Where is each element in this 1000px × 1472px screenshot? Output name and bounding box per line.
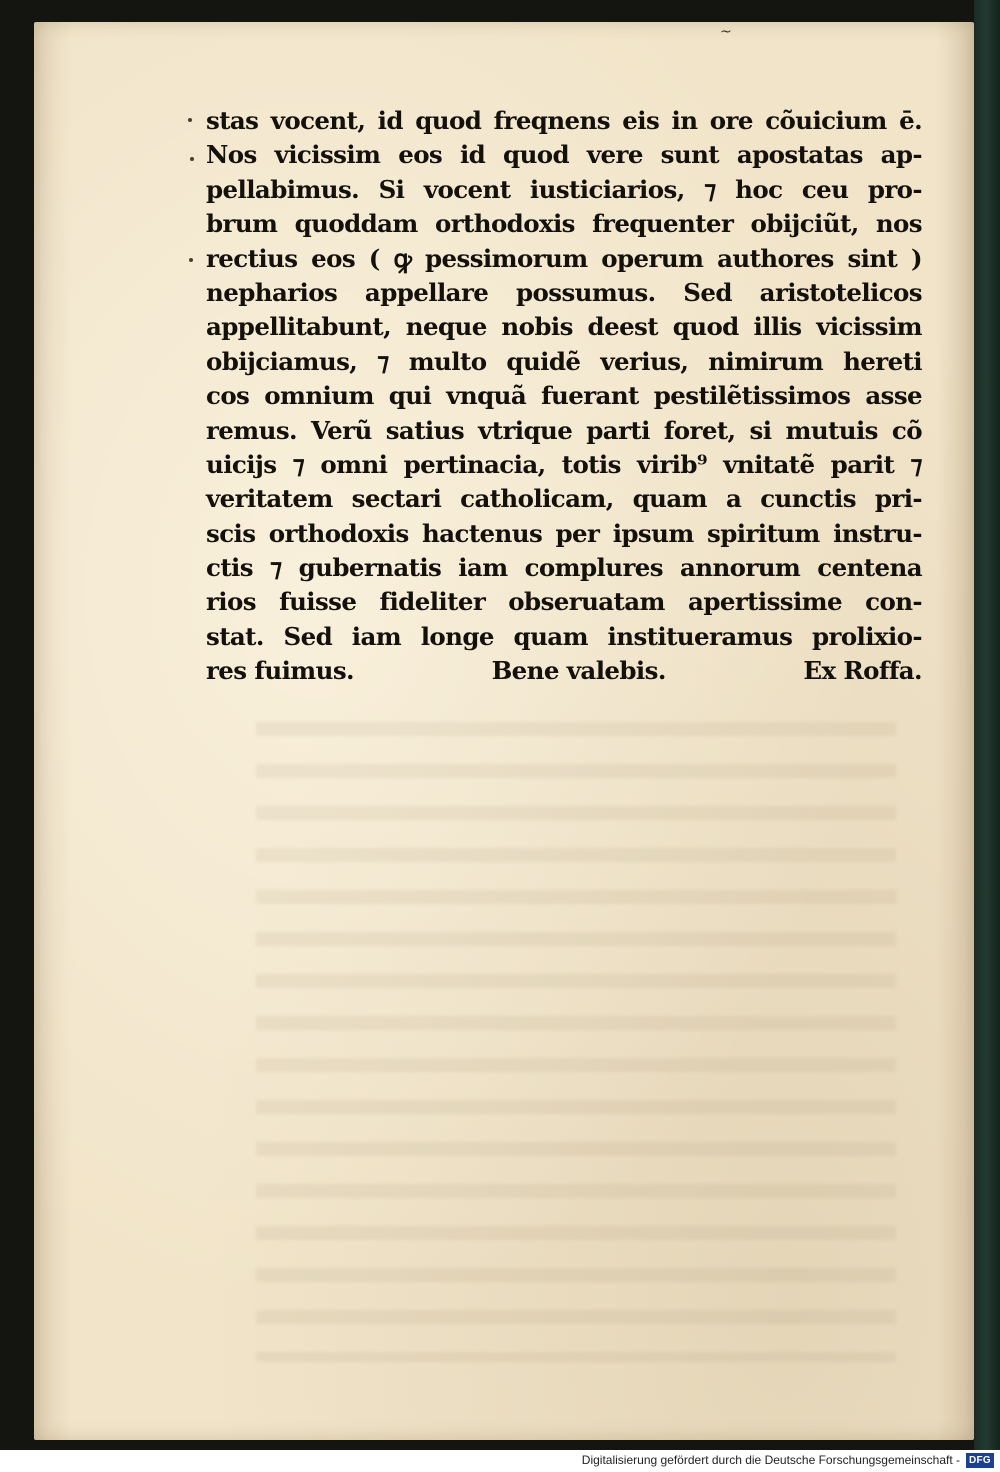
- text-line: rectius eos ( ꝙ pessimorum operum authores sint ): [206, 243, 922, 273]
- farewell: Bene valebis.: [491, 656, 666, 686]
- closing-line: [206, 654, 922, 688]
- book-binding-edge: [974, 0, 1000, 1450]
- dfg-logo: DFG: [966, 1453, 994, 1468]
- funding-credit: Digitalisierung gefördert durch die Deutsche Forschungsgemeinschaft -: [581, 1453, 960, 1467]
- text-line: brum quoddam orthodoxis frequenter obijciũt, nos: [206, 209, 922, 239]
- margin-dot: [189, 258, 193, 262]
- text-line: stat. Sed iam longe quam institueramus prolixio-: [206, 621, 922, 651]
- text-line: cos omnium qui vnquã fuerant pestilẽtissimos asse: [206, 381, 922, 411]
- text-line: nepharios appellare possumus. Sed aristotelicos: [206, 277, 922, 307]
- margin-dot: [190, 157, 194, 161]
- page-text: [206, 104, 922, 689]
- text-line: remus. Verũ satius vtrique parti foret, si mutuis cõ: [206, 415, 922, 445]
- place-signature: Ex Roffa.: [803, 656, 922, 686]
- text-line: uicijs ⁊ omni pertinacia, totis virib⁹ vnitatẽ parit ⁊: [206, 449, 922, 479]
- show-through-text: [256, 722, 896, 1362]
- closing-phrase: res fuimus.: [206, 656, 354, 686]
- text-line: obijciamus, ⁊ multo quidẽ verius, nimirum hereti: [206, 346, 922, 376]
- text-line: veritatem sectari catholicam, quam a cunctis pri-: [206, 484, 922, 514]
- text-line: appellitabunt, neque nobis deest quod illis vicissim: [206, 312, 922, 342]
- margin-dot: [188, 118, 192, 122]
- text-line: rios fuisse fideliter obseruatam apertissime con-: [206, 587, 922, 617]
- text-line: ctis ⁊ gubernatis iam complures annorum centena: [206, 553, 922, 583]
- page-mark: ~: [720, 24, 732, 40]
- footer-bar: [0, 1450, 1000, 1472]
- text-line: Nos vicissim eos id quod vere sunt apostatas ap-: [206, 140, 922, 170]
- text-line: stas vocent, id quod freqnens eis in ore cõuicium ē.: [206, 106, 922, 135]
- text-line: pellabimus. Si vocent iusticiarios, ⁊ hoc ceu pro-: [206, 174, 922, 204]
- text-line: scis orthodoxis hactenus per ipsum spiritum instru-: [206, 518, 922, 548]
